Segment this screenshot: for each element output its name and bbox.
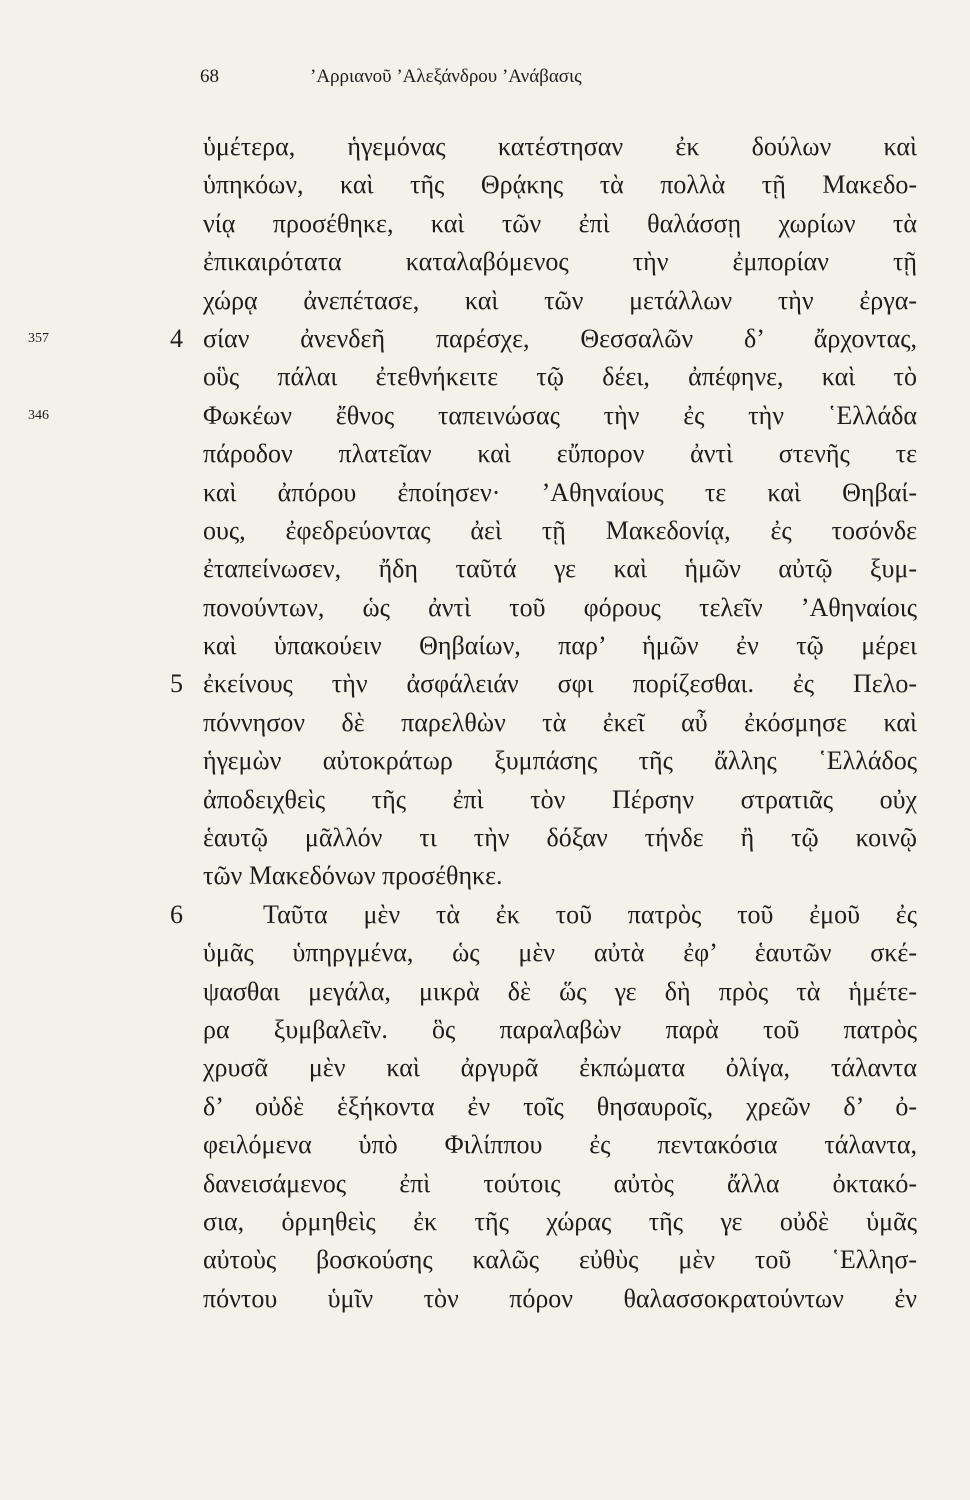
text-line: πόντου ὑμῖν τὸν πόρον θαλασσοκρατούντων ἐν [203,1283,917,1313]
text-line: δ’ οὐδὲ ἑξήκοντα ἐν τοῖς θησαυροῖς, χρεῶν δ’ ὀ- [203,1091,917,1121]
text-line-section-6 [170,896,917,934]
running-head [200,66,760,96]
text-line-content: Φωκέων ἔθνος ταπεινώσας τὴν ἐς τὴν ῾Ελλάδα [203,400,917,430]
text-line: καὶ ὑπακούειν Θηβαίων, παρ’ ἡμῶν ἐν τῷ μέρει [203,631,917,661]
text-line: πάροδον πλατεῖαν καὶ εὔπορον ἀντὶ στενῆς τε [203,439,917,469]
text-line: ἐταπείνωσεν, ἤδη ταῦτά γε καὶ ἡμῶν αὐτῷ ξυμ- [203,554,917,584]
section-number-4: 4 [170,323,183,353]
section-number-5: 5 [170,669,183,699]
text-line: ὑμᾶς ὑπηργμένα, ὡς μὲν αὐτὰ ἐφ’ ἑαυτῶν σκέ- [203,938,917,968]
text-line: πονούντων, ὡς ἀντὶ τοῦ φόρους τελεῖν ’Αθηναίοις [203,592,917,622]
text-line: πόννησον δὲ παρελθὼν τὰ ἐκεῖ αὖ ἐκόσμησε καὶ [203,707,917,737]
text-line-content: σίαν ἀνενδεῆ παρέσχε, Θεσσαλῶν δ’ ἄρχοντας, [203,323,917,353]
text-line: ἑαυτῷ μᾶλλόν τι τὴν δόξαν τήνδε ἢ τῷ κοινῷ [203,823,917,853]
text-line: αὐτοὺς βοσκούσης καλῶς εὐθὺς μὲν τοῦ ῾Ελλησ- [203,1245,917,1275]
text-line: νίᾳ προσέθηκε, καὶ τῶν ἐπὶ θαλάσσῃ χωρίων τὰ [203,208,917,238]
text-line: ἡγεμὼν αὐτοκράτωρ ξυμπάσης τῆς ἄλλης ῾Ελλάδος [203,746,917,776]
text-line: χρυσᾶ μὲν καὶ ἀργυρᾶ ἐκπώματα ὀλίγα, τάλαντα [203,1053,917,1083]
text-line: ους, ἐφεδρεύοντας ἀεὶ τῇ Μακεδονίᾳ, ἐς τοσόνδε [203,515,917,545]
margin-note-346: 346 [28,407,49,423]
text-line-section-4 [28,320,917,358]
text-line-paragraph-end: τῶν Μακεδόνων προσέθηκε. [203,861,503,891]
text-line: χώρᾳ ἀνεπέτασε, καὶ τῶν μετάλλων τὴν ἐργα- [203,285,917,315]
body-text [28,128,917,1318]
text-line: σια, ὁρμηθεὶς ἐκ τῆς χώρας τῆς γε οὐδὲ ὑμᾶς [203,1206,917,1236]
text-line-margin-346 [28,397,917,435]
text-line: ψασθαι μεγάλα, μικρὰ δὲ ὥς γε δὴ πρὸς τὰ ἡμέτε- [203,976,917,1006]
text-line-section-5 [170,665,917,703]
text-line: ὑμέτερα, ἡγεμόνας κατέστησαν ἐκ δούλων καὶ [203,132,917,161]
margin-note-357: 357 [28,330,49,346]
text-line: ὑπηκόων, καὶ τῆς Θρᾴκης τὰ πολλὰ τῇ Μακεδο- [203,170,917,200]
text-line: δανεισάμενος ἐπὶ τούτοις αὐτὸς ἄλλα ὀκτακό- [203,1168,917,1198]
page-number: 68 [200,66,219,87]
text-line: καὶ ἀπόρου ἐποίησεν· ’Αθηναίους τε καὶ Θηβαί- [203,477,917,507]
section-number-6: 6 [170,899,183,929]
text-line: ρα ξυμβαλεῖν. ὃς παραλαβὼν παρὰ τοῦ πατρὸς [203,1014,917,1044]
text-line: ἀποδειχθεὶς τῆς ἐπὶ τὸν Πέρσην στρατιᾶς οὐχ [203,784,917,814]
text-line: φειλόμενα ὑπὸ Φιλίππου ἐς πεντακόσια τάλαντα, [203,1130,917,1160]
text-line: ἐπικαιρότατα καταλαβόμενος τὴν ἐμπορίαν τῇ [203,247,917,277]
text-line-content: Ταῦτα μὲν τὰ ἐκ τοῦ πατρὸς τοῦ ἐμοῦ ἐς [263,899,917,929]
text-line: οὓς πάλαι ἐτεθνήκειτε τῷ δέει, ἀπέφηνε, καὶ τὸ [203,362,917,392]
text-line-content: ἐκείνους τὴν ἀσφάλειάν σφι πορίζεσθαι. ἐς Πελο- [203,669,917,699]
running-title: ’Αρριανοῦ ’Αλεξάνδρου ’Ανάβασις [310,66,582,87]
